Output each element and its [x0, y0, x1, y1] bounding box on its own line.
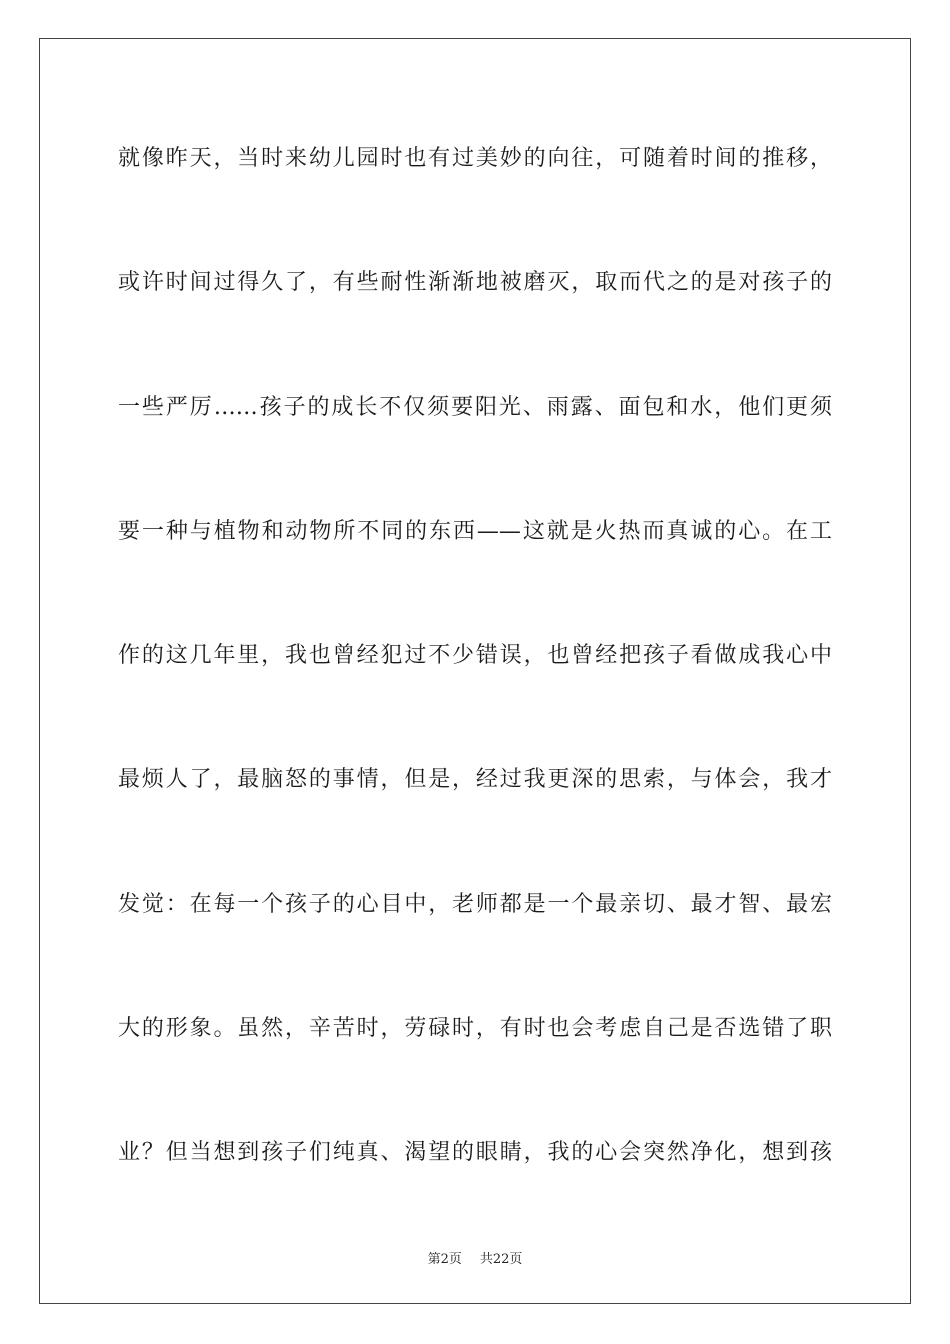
- text-line: 要一种与植物和动物所不同的东西——这就是火热而真诚的心。在工: [118, 518, 832, 544]
- text-line: 业？但当想到孩子们纯真、渴望的眼睛，我的心会突然净化，想到孩: [118, 1140, 832, 1166]
- page-footer: [0, 1248, 950, 1267]
- text-line: 一些严厉……孩子的成长不仅须要阳光、雨露、面包和水，他们更须: [118, 394, 832, 420]
- page-number: 第2页: [427, 1252, 462, 1267]
- text-line: 大的形象。虽然，辛苦时，劳碌时，有时也会考虑自己是否选错了职: [118, 1016, 832, 1042]
- text-line: 就像昨天，当时来幼儿园时也有过美妙的向往，可随着时间的推移，: [118, 146, 832, 171]
- text-line: 或许时间过得久了，有些耐性渐渐地被磨灭，取而代之的是对孩子的: [118, 270, 832, 296]
- text-line: 发觉：在每一个孩子的心目中，老师都是一个最亲切、最才智、最宏: [118, 891, 832, 917]
- document-body: [118, 128, 832, 1247]
- text-line: 作的这几年里，我也曾经犯过不少错误，也曾经把孩子看做成我心中: [118, 643, 832, 669]
- text-line: 最烦人了，最脑怒的事情，但是，经过我更深的思索，与体会，我才: [118, 767, 832, 793]
- page-total: 共22页: [479, 1252, 523, 1267]
